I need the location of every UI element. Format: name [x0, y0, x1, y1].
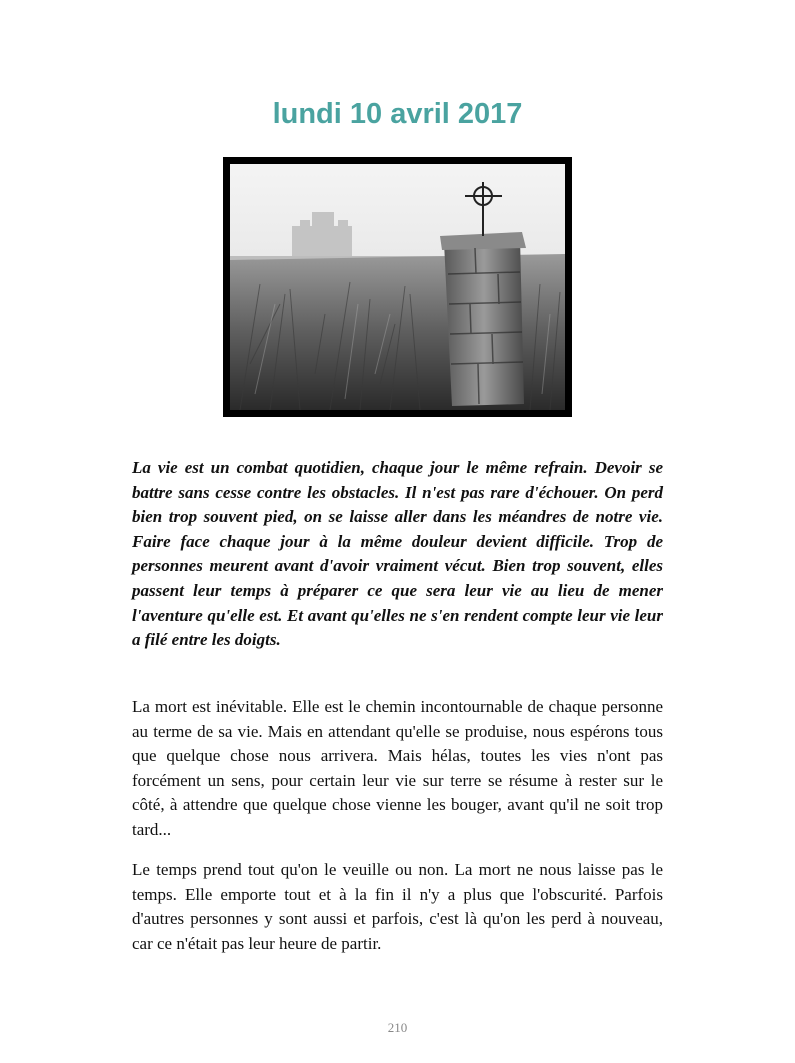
page-title: lundi 10 avril 2017 — [272, 98, 523, 130]
paragraph-3: Le temps prend tout qu'on le veuille ou non. La mort ne nous laisse pas le temps. Elle emporte tout et à la fin il n'y a plus que l'obscurité. Parfois d'autres personnes y sont aussi et parfois, c'est là qu'on les perd à nouveau, car ce n'était pas leur heure de partir. — [132, 860, 663, 953]
paragraph-2: La mort est inévitable. Elle est le chemin incontournable de chaque personne au terme de sa vie. Mais en attendant qu'elle se produise, nous espérons tous que quelque chose nous arrivera. Mais hélas, toutes les vies n'ont pas forcément un sens, pour certain leur vie sur terre se résume à rester sur le côté, à attendre que quelque chose vienne les bouger, avant qu'il ne soit trop tard... — [132, 697, 663, 839]
paragraph-1: La vie est un combat quotidien, chaque jour le même refrain. Devoir se battre sans cesse contre les obstacles. Il n'est pas rare d'échouer. On perd bien trop souvent pied, on se laisse aller dans les méandres de notre vie. Faire face chaque jour à la même douleur devient difficile. Trop de personnes meurent avant d'avoir vraiment vécut. Bien trop souvent, elles passent leur temps à préparer ce que sera leur vie au lieu de mener l'aventure qu'elle est. Et avant qu'elles ne s'en rendent compte leur vie leur a filé entre les doigts. — [132, 458, 663, 650]
cross-pillar-photo — [230, 164, 565, 410]
photo-frame — [223, 157, 572, 417]
page-number: 210 — [387, 1020, 408, 1035]
